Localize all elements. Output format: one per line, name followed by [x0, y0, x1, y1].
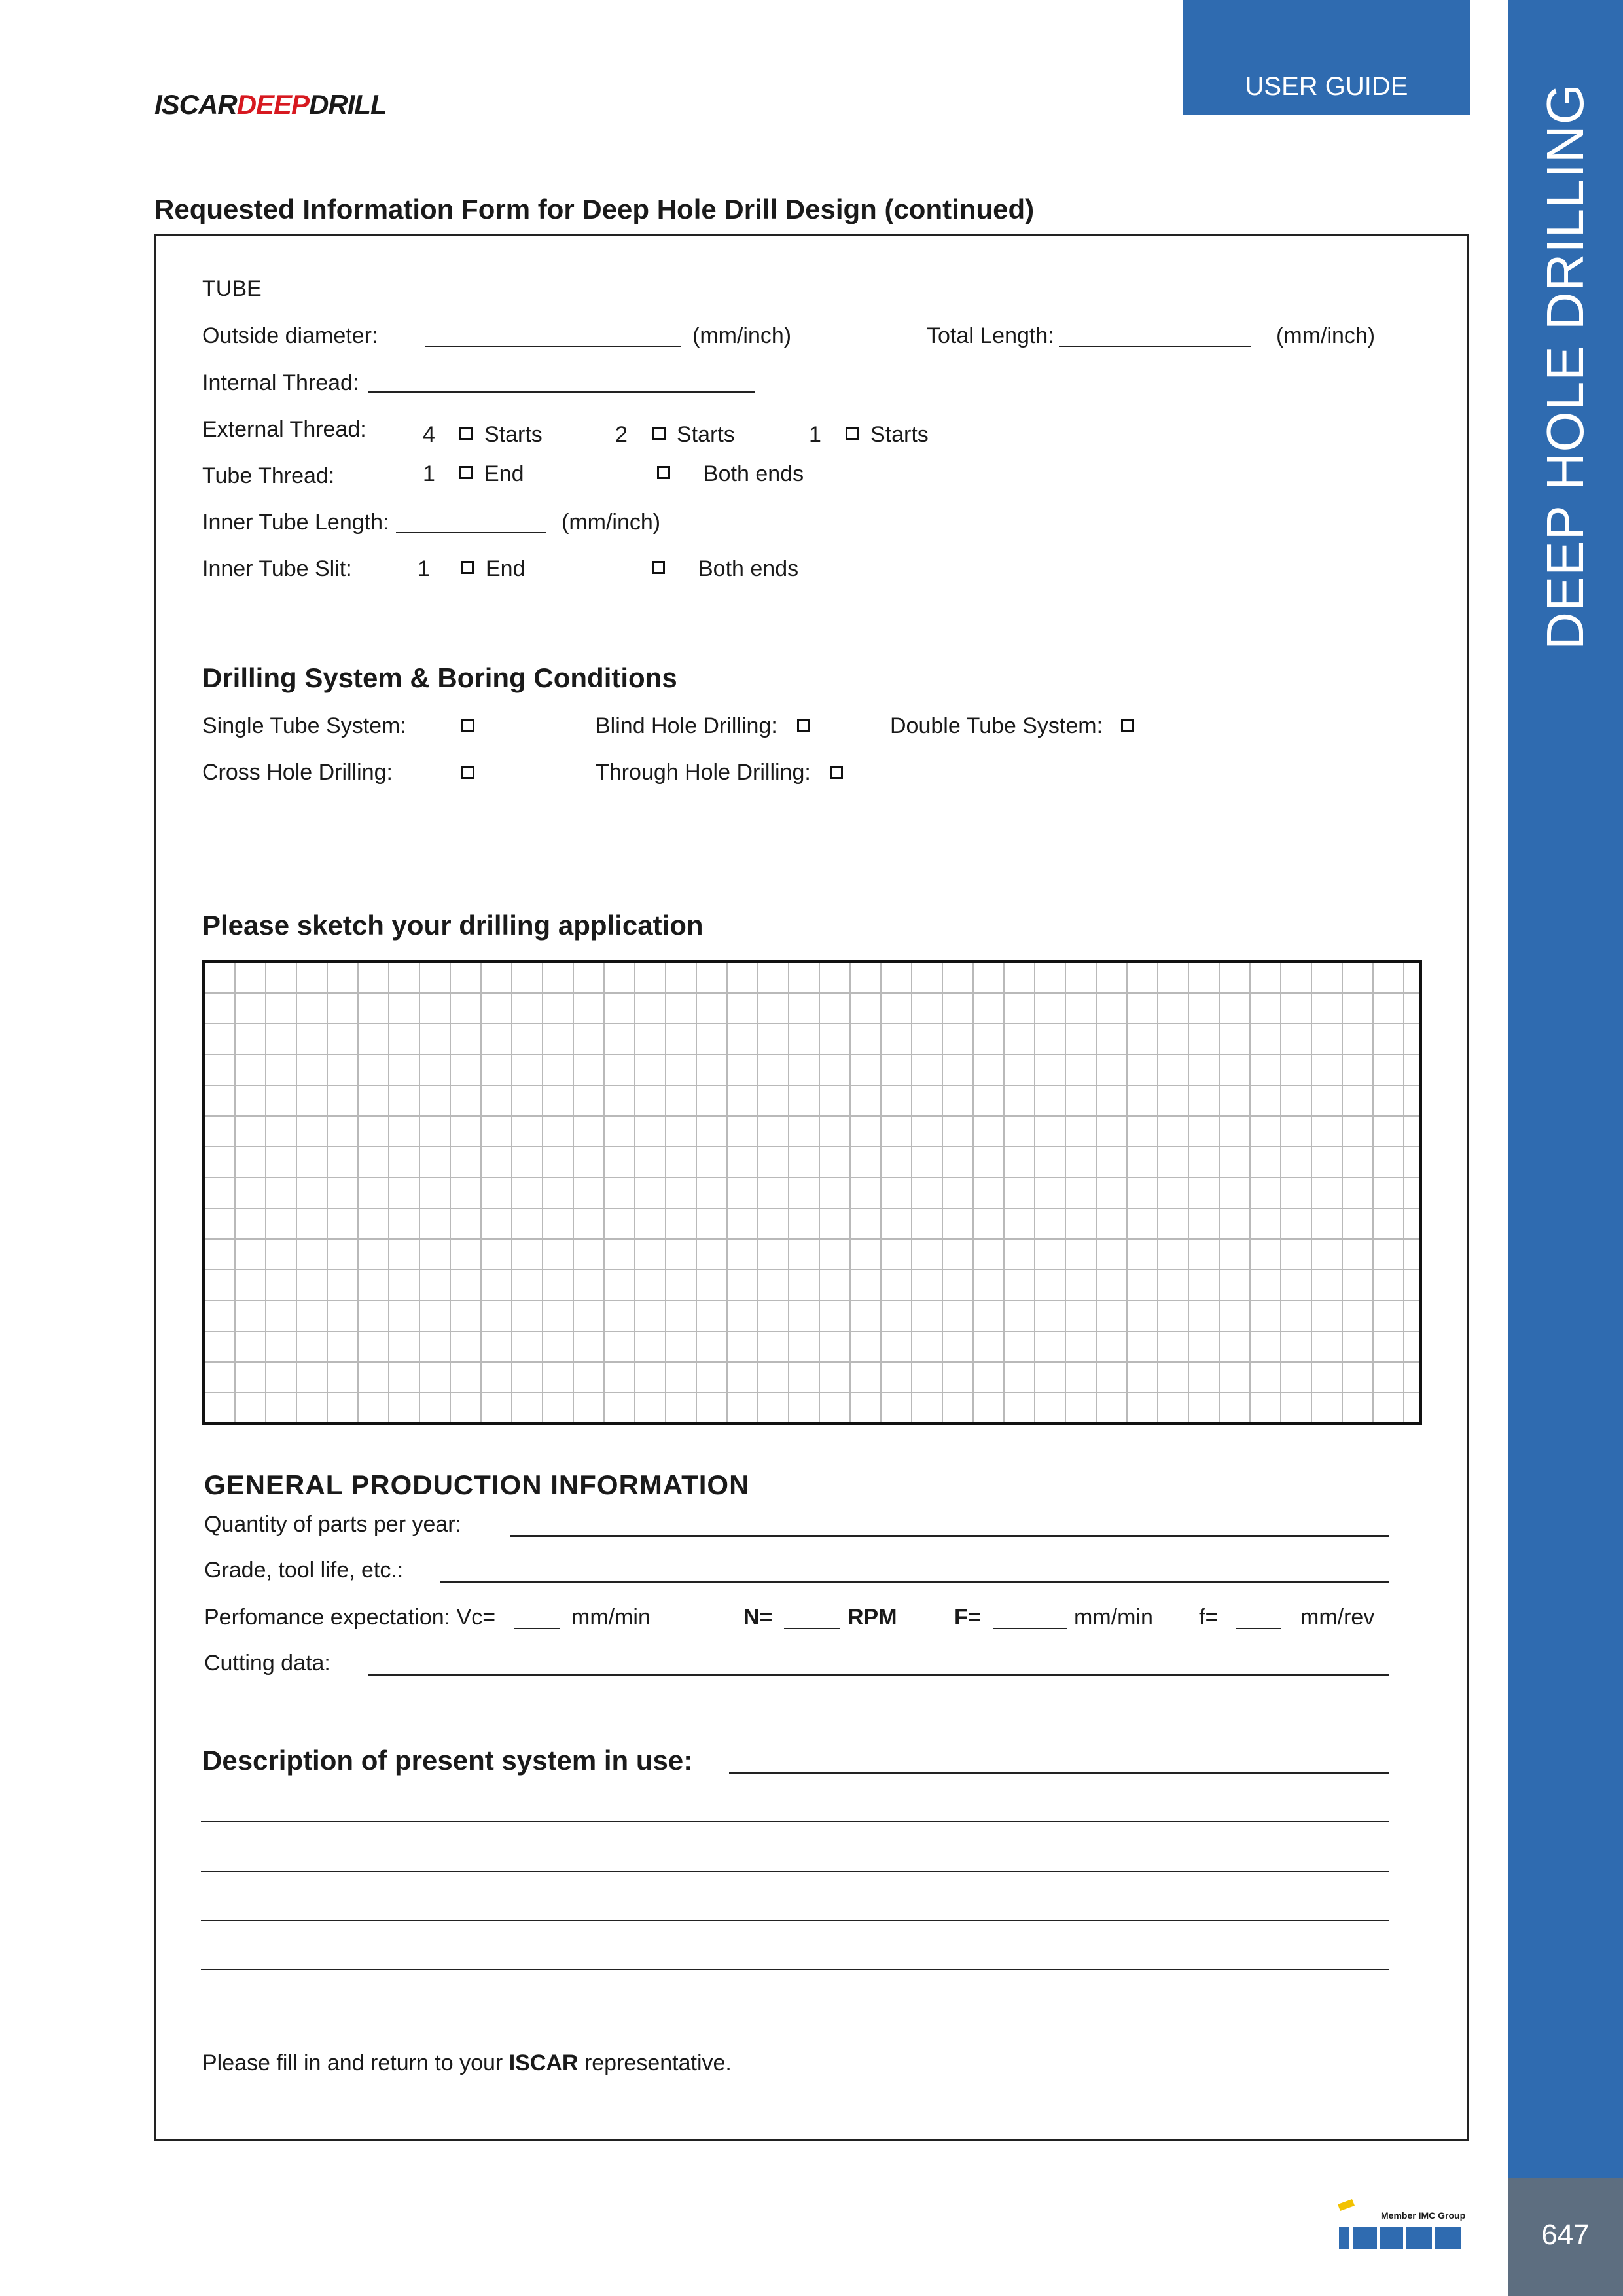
- iscar-logo-icon: [1335, 2199, 1470, 2251]
- total-length-field[interactable]: [1059, 346, 1251, 347]
- return-note-brand: ISCAR: [508, 2051, 579, 2075]
- production-heading: GENERAL PRODUCTION INFORMATION: [204, 1469, 750, 1500]
- grade-label: Grade, tool life, etc.:: [204, 1558, 404, 1583]
- internal-thread-field[interactable]: [368, 391, 755, 393]
- logo-part-iscar: ISCAR: [154, 89, 237, 120]
- small-f-field[interactable]: [1236, 1628, 1281, 1629]
- outside-diameter-unit: (mm/inch): [692, 323, 792, 348]
- external-thread-4-checkbox[interactable]: [459, 427, 473, 440]
- sketch-heading: Please sketch your drilling application: [202, 910, 704, 941]
- inner-tube-slit-both-ends-label: Both ends: [698, 556, 799, 581]
- external-thread-option-label: Starts: [870, 422, 929, 447]
- total-length-label: Total Length:: [927, 323, 1054, 348]
- return-note: [202, 2051, 732, 2076]
- f-field[interactable]: [993, 1628, 1067, 1629]
- inner-tube-length-label: Inner Tube Length:: [202, 510, 389, 535]
- description-line[interactable]: [201, 1871, 1389, 1872]
- drilling-system-heading: Drilling System & Boring Conditions: [202, 662, 677, 693]
- cross-hole-drilling-label: Cross Hole Drilling:: [202, 760, 393, 785]
- outside-diameter-field[interactable]: [425, 346, 681, 347]
- external-thread-option-label: Starts: [677, 422, 735, 447]
- f-label: F=: [954, 1605, 981, 1630]
- total-length-unit: (mm/inch): [1276, 323, 1376, 348]
- blind-hole-drilling-checkbox[interactable]: [797, 719, 810, 732]
- cutting-data-field[interactable]: [368, 1674, 1389, 1676]
- external-thread-number: 4: [423, 422, 435, 447]
- inner-tube-slit-number: 1: [418, 556, 430, 581]
- cutting-data-label: Cutting data:: [204, 1651, 330, 1676]
- side-section-title: DEEP HOLE DRILLING: [1536, 83, 1594, 650]
- description-line[interactable]: [201, 1821, 1389, 1822]
- tube-thread-both-ends-checkbox[interactable]: [657, 466, 670, 479]
- inner-tube-slit-end-checkbox[interactable]: [461, 561, 474, 574]
- double-tube-system-label: Double Tube System:: [890, 713, 1103, 738]
- iscar-imc-logo: [1335, 2199, 1470, 2251]
- page-number: 647: [1541, 2219, 1590, 2251]
- logo-part-drill: DRILL: [309, 89, 387, 120]
- user-guide-tab-label: USER GUIDE: [1245, 72, 1408, 101]
- tube-thread-end-checkbox[interactable]: [459, 466, 473, 479]
- through-hole-drilling-checkbox[interactable]: [830, 766, 843, 779]
- inner-tube-slit-both-ends-checkbox[interactable]: [652, 561, 665, 574]
- external-thread-label: External Thread:: [202, 417, 366, 442]
- double-tube-system-checkbox[interactable]: [1121, 719, 1134, 732]
- inner-tube-length-unit: (mm/inch): [562, 510, 661, 535]
- f-unit: mm/min: [1074, 1605, 1153, 1630]
- iscar-deep-drill-logo: [154, 89, 387, 120]
- page-title: Requested Information Form for Deep Hole Drill Design (continued): [154, 194, 1035, 224]
- sketch-grid[interactable]: [202, 960, 1422, 1425]
- inner-tube-slit-end-label: End: [486, 556, 526, 581]
- quantity-field[interactable]: [510, 1535, 1389, 1537]
- description-line[interactable]: [201, 1969, 1389, 1970]
- n-unit: RPM: [847, 1605, 897, 1630]
- external-thread-option-label: Starts: [484, 422, 543, 447]
- internal-thread-label: Internal Thread:: [202, 370, 359, 395]
- tube-thread-both-ends-label: Both ends: [704, 461, 804, 486]
- return-note-suffix: representative.: [578, 2051, 732, 2075]
- performance-label: Perfomance expectation: Vc=: [204, 1605, 496, 1630]
- grade-field[interactable]: [440, 1581, 1389, 1583]
- external-thread-number: 2: [615, 422, 628, 447]
- blind-hole-drilling-label: Blind Hole Drilling:: [596, 713, 777, 738]
- external-thread-number: 1: [809, 422, 821, 447]
- small-f-unit: mm/rev: [1300, 1605, 1375, 1630]
- cross-hole-drilling-checkbox[interactable]: [461, 766, 474, 779]
- outside-diameter-label: Outside diameter:: [202, 323, 378, 348]
- through-hole-drilling-label: Through Hole Drilling:: [596, 760, 811, 785]
- inner-tube-slit-label: Inner Tube Slit:: [202, 556, 352, 581]
- external-thread-1-checkbox[interactable]: [846, 427, 859, 440]
- description-line[interactable]: [729, 1772, 1389, 1774]
- single-tube-system-checkbox[interactable]: [461, 719, 474, 732]
- tube-heading: TUBE: [202, 276, 262, 301]
- quantity-label: Quantity of parts per year:: [204, 1512, 462, 1537]
- logo-part-deep: DEEP: [236, 89, 310, 120]
- small-f-label: f=: [1199, 1605, 1219, 1630]
- n-field[interactable]: [784, 1628, 840, 1629]
- single-tube-system-label: Single Tube System:: [202, 713, 406, 738]
- tube-thread-label: Tube Thread:: [202, 463, 335, 488]
- vc-unit: mm/min: [571, 1605, 651, 1630]
- return-note-prefix: Please fill in and return to your: [202, 2051, 509, 2075]
- external-thread-2-checkbox[interactable]: [652, 427, 666, 440]
- logo-member-text: Member IMC Group: [1381, 2210, 1466, 2221]
- vc-field[interactable]: [514, 1628, 560, 1629]
- description-line[interactable]: [201, 1920, 1389, 1921]
- tube-thread-number: 1: [423, 461, 435, 486]
- tube-thread-end-label: End: [484, 461, 524, 486]
- inner-tube-length-field[interactable]: [396, 532, 546, 533]
- n-label: N=: [743, 1605, 773, 1630]
- description-heading: Description of present system in use:: [202, 1745, 693, 1776]
